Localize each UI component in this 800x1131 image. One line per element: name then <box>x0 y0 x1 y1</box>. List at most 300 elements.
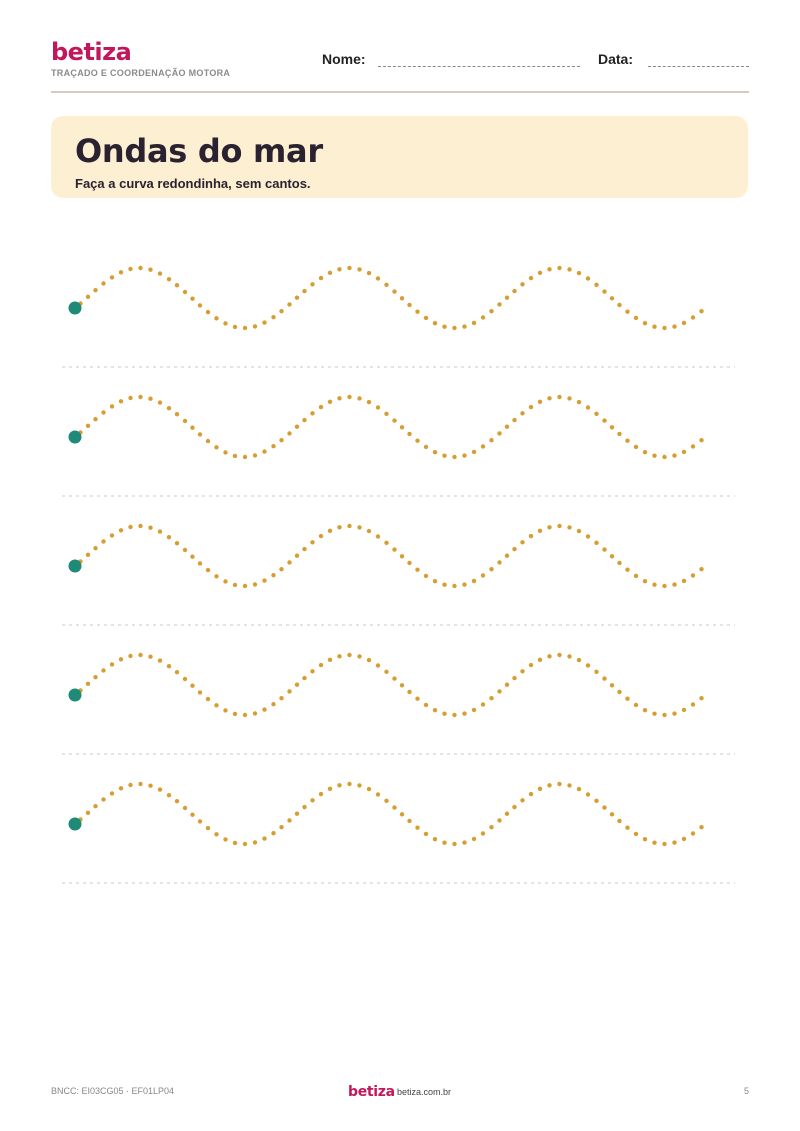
wave-dot <box>243 713 247 717</box>
wave-dot <box>557 524 561 528</box>
wave-dot <box>310 540 314 544</box>
wave-dot <box>319 405 323 409</box>
wave-dot <box>271 315 275 319</box>
wave-dot <box>198 561 202 565</box>
wave-dot <box>489 309 493 313</box>
wave-dot <box>481 702 485 706</box>
wave-dot <box>367 787 371 791</box>
wave-dot <box>253 711 257 715</box>
wave-dot <box>328 658 332 662</box>
wave-dot <box>577 529 581 533</box>
wave-dot <box>617 561 621 565</box>
wave-dot <box>610 554 614 558</box>
wave-dot <box>547 783 551 787</box>
wave-dot <box>481 831 485 835</box>
wave-dot <box>287 560 291 564</box>
wave-dot <box>625 310 629 314</box>
wave-dot <box>110 791 114 795</box>
wave-dot <box>367 529 371 533</box>
wave-dot <box>472 579 476 583</box>
wave-dot <box>101 281 105 285</box>
wave-dot <box>400 425 404 429</box>
wave-dot <box>214 445 218 449</box>
wave-dot <box>376 405 380 409</box>
wave-dot <box>662 455 666 459</box>
wave-dot <box>214 574 218 578</box>
wave-dot <box>520 798 524 802</box>
wave-dot <box>643 837 647 841</box>
wave-dot <box>214 316 218 320</box>
wave-dot <box>198 303 202 307</box>
wave-dot <box>567 654 571 658</box>
wave-dot <box>594 412 598 416</box>
wave-dot <box>452 584 456 588</box>
wave-dot <box>206 568 210 572</box>
wave-dot <box>376 663 380 667</box>
wave-dot <box>424 445 428 449</box>
wave-dot <box>662 713 666 717</box>
wave-dot <box>442 454 446 458</box>
wave-dot <box>86 811 90 815</box>
wave-dot <box>433 579 437 583</box>
wave-dot <box>672 840 676 844</box>
wave-dot <box>672 711 676 715</box>
wave-dot <box>328 529 332 533</box>
wave-dot <box>337 783 341 787</box>
wave-dot <box>602 418 606 422</box>
activity-title: Ondas do mar <box>75 132 323 170</box>
wave-dot <box>295 812 299 816</box>
wave-dot <box>452 326 456 330</box>
wave-dot <box>520 540 524 544</box>
wave-dot <box>538 787 542 791</box>
wave-dot <box>392 547 396 551</box>
wave-dot <box>287 302 291 306</box>
wave-dot <box>167 406 171 410</box>
wave-dot <box>310 669 314 673</box>
wave-dot <box>691 702 695 706</box>
wave-dot <box>682 579 686 583</box>
wave-dot <box>167 535 171 539</box>
wave-dot <box>682 708 686 712</box>
wave-dot <box>567 396 571 400</box>
wave-dot <box>512 676 516 680</box>
wave-dot <box>357 396 361 400</box>
wave-dot <box>384 412 388 416</box>
wave-dot <box>310 798 314 802</box>
wave-dot <box>407 561 411 565</box>
wave-dot <box>110 404 114 408</box>
wave-dot <box>415 568 419 572</box>
wave-dot <box>295 425 299 429</box>
wave-dot <box>538 400 542 404</box>
wave-dot <box>279 825 283 829</box>
wave-path[interactable] <box>78 782 703 846</box>
wave-dot <box>214 703 218 707</box>
wave-dot <box>691 315 695 319</box>
wave-dot <box>175 541 179 545</box>
wave-dot <box>243 842 247 846</box>
wave-dot <box>462 453 466 457</box>
wave-dot <box>148 655 152 659</box>
wave-dot <box>617 819 621 823</box>
wave-dot <box>319 534 323 538</box>
wave-dot <box>643 321 647 325</box>
wave-dot <box>400 296 404 300</box>
wave-dot <box>93 804 97 808</box>
wave-dot <box>652 583 656 587</box>
wave-dot <box>183 419 187 423</box>
wave-dot <box>602 289 606 293</box>
wave-dot <box>520 282 524 286</box>
wave-dot <box>183 806 187 810</box>
wave-dot <box>462 324 466 328</box>
wave-dot <box>643 708 647 712</box>
wave-dot <box>602 547 606 551</box>
wave-dot <box>233 583 237 587</box>
wave-dot <box>319 792 323 796</box>
wave-dot <box>497 560 501 564</box>
wave-dot <box>190 555 194 559</box>
wave-dot <box>262 707 266 711</box>
wave-path[interactable] <box>78 266 703 330</box>
wave-dot <box>505 554 509 558</box>
wave-dot <box>634 574 638 578</box>
wave-dot <box>271 702 275 706</box>
wave-dot <box>119 399 123 403</box>
wave-dot <box>233 454 237 458</box>
wave-dot <box>512 805 516 809</box>
wave-dot <box>691 831 695 835</box>
wave-dot <box>400 812 404 816</box>
wave-dot <box>617 303 621 307</box>
bncc-codes: BNCC: EI03CG05 · EF01LP04 <box>51 1086 175 1096</box>
wave-dot <box>367 658 371 662</box>
wave-dot <box>158 271 162 275</box>
wave-dot <box>497 431 501 435</box>
wave-dot <box>497 689 501 693</box>
wave-dot <box>586 663 590 667</box>
wave-dot <box>384 541 388 545</box>
wave-dot <box>512 547 516 551</box>
wave-dot <box>652 454 656 458</box>
wave-dot <box>652 712 656 716</box>
wave-dot <box>347 782 351 786</box>
wave-dot <box>158 787 162 791</box>
worksheet-category: TRAÇADO E COORDENAÇÃO MOTORA <box>51 68 231 78</box>
wave-dot <box>295 683 299 687</box>
wave-dot <box>206 826 210 830</box>
wave-dot <box>634 832 638 836</box>
wave-dot <box>505 425 509 429</box>
wave-dot <box>652 325 656 329</box>
wave-dot <box>93 675 97 679</box>
wave-dot <box>392 805 396 809</box>
wave-dot <box>594 283 598 287</box>
footer-url[interactable]: betiza.com.br <box>397 1087 452 1097</box>
wave-dot <box>295 554 299 558</box>
wave-dot <box>407 303 411 307</box>
wave-dot <box>271 444 275 448</box>
wave-dot <box>577 400 581 404</box>
wave-dot <box>699 438 703 442</box>
wave-dot <box>101 797 105 801</box>
wave-path[interactable] <box>78 395 703 459</box>
wave-dot <box>183 290 187 294</box>
wave-dot <box>699 696 703 700</box>
wave-dot <box>206 697 210 701</box>
wave-dot <box>223 450 227 454</box>
wave-dot <box>271 831 275 835</box>
wave-dot <box>253 453 257 457</box>
wave-path[interactable] <box>78 653 703 717</box>
wave-dot <box>662 326 666 330</box>
wave-dot <box>505 296 509 300</box>
wave-dot <box>328 787 332 791</box>
wave-dot <box>424 832 428 836</box>
wave-dot <box>472 837 476 841</box>
wave-dot <box>357 525 361 529</box>
wave-dot <box>529 534 533 538</box>
wave-dot <box>481 444 485 448</box>
wave-dot <box>392 289 396 293</box>
wave-dot <box>148 784 152 788</box>
wave-dot <box>119 270 123 274</box>
wave-dot <box>567 783 571 787</box>
wave-dot <box>424 703 428 707</box>
wave-dot <box>319 663 323 667</box>
wave-dot <box>310 411 314 415</box>
wave-dot <box>337 396 341 400</box>
wave-dot <box>538 271 542 275</box>
start-dot-icon <box>69 818 82 831</box>
wave-dot <box>175 670 179 674</box>
page-number: 5 <box>743 1086 749 1096</box>
wave-dot <box>128 396 132 400</box>
wave-dot <box>86 553 90 557</box>
wave-dot <box>547 654 551 658</box>
wave-dot <box>557 782 561 786</box>
wave-dot <box>357 654 361 658</box>
wave-dot <box>279 438 283 442</box>
wave-dot <box>233 841 237 845</box>
wave-dot <box>634 445 638 449</box>
wave-dot <box>198 690 202 694</box>
wave-dot <box>547 525 551 529</box>
wave-dot <box>295 296 299 300</box>
wave-dot <box>547 267 551 271</box>
wave-dot <box>577 787 581 791</box>
wave-dot <box>158 658 162 662</box>
wave-dot <box>86 682 90 686</box>
start-dot-icon <box>69 560 82 573</box>
wave-path[interactable] <box>78 524 703 588</box>
wave-dot <box>672 582 676 586</box>
wave-dot <box>262 449 266 453</box>
wave-dot <box>392 418 396 422</box>
wave-dot <box>206 439 210 443</box>
wave-dot <box>442 583 446 587</box>
wave-dot <box>302 805 306 809</box>
wave-dot <box>253 840 257 844</box>
wave-dot <box>376 534 380 538</box>
wave-dot <box>462 582 466 586</box>
wave-dot <box>520 669 524 673</box>
wave-dot <box>442 712 446 716</box>
wave-dot <box>233 325 237 329</box>
wave-dot <box>253 582 257 586</box>
wave-dot <box>392 676 396 680</box>
wave-dot <box>682 837 686 841</box>
wave-dot <box>101 539 105 543</box>
wave-dot <box>489 825 493 829</box>
wave-dot <box>93 288 97 292</box>
wave-dot <box>357 783 361 787</box>
wave-dot <box>643 450 647 454</box>
wave-dot <box>243 584 247 588</box>
wave-dot <box>481 315 485 319</box>
wave-dot <box>198 819 202 823</box>
wave-dot <box>625 439 629 443</box>
wave-dot <box>699 309 703 313</box>
wave-dot <box>319 276 323 280</box>
wave-dot <box>138 395 142 399</box>
wave-dot <box>101 668 105 672</box>
wave-dot <box>101 410 105 414</box>
wave-dot <box>223 321 227 325</box>
wave-dot <box>512 289 516 293</box>
wave-dot <box>415 439 419 443</box>
wave-dot <box>243 455 247 459</box>
wave-dot <box>547 396 551 400</box>
wave-dot <box>287 689 291 693</box>
wave-dot <box>337 654 341 658</box>
wave-dot <box>148 397 152 401</box>
wave-dot <box>567 525 571 529</box>
wave-dot <box>138 266 142 270</box>
wave-dot <box>223 837 227 841</box>
wave-dot <box>610 812 614 816</box>
wave-dot <box>489 567 493 571</box>
wave-dot <box>93 546 97 550</box>
wave-dot <box>557 395 561 399</box>
wave-dot <box>520 411 524 415</box>
wave-dot <box>376 276 380 280</box>
wave-dot <box>625 697 629 701</box>
wave-dot <box>586 405 590 409</box>
wave-dot <box>557 653 561 657</box>
wave-dot <box>243 326 247 330</box>
wave-dot <box>452 455 456 459</box>
wave-dot <box>415 826 419 830</box>
wave-dot <box>158 529 162 533</box>
wave-dot <box>625 568 629 572</box>
wave-dot <box>223 579 227 583</box>
wave-dot <box>128 654 132 658</box>
wave-dot <box>347 266 351 270</box>
wave-dot <box>586 534 590 538</box>
wave-dot <box>400 683 404 687</box>
wave-dot <box>400 554 404 558</box>
wave-dot <box>279 696 283 700</box>
wave-dot <box>699 825 703 829</box>
wave-dot <box>538 529 542 533</box>
wave-dot <box>262 578 266 582</box>
wave-dot <box>384 283 388 287</box>
wave-dot <box>407 432 411 436</box>
wave-dot <box>214 832 218 836</box>
wave-dot <box>617 690 621 694</box>
wave-dot <box>175 283 179 287</box>
wave-dot <box>617 432 621 436</box>
wave-dot <box>452 842 456 846</box>
page-footer <box>51 1083 749 1103</box>
wave-dot <box>262 320 266 324</box>
wave-dot <box>691 444 695 448</box>
name-label: Nome: <box>322 51 366 67</box>
wave-dot <box>183 677 187 681</box>
wave-dot <box>557 266 561 270</box>
wave-dot <box>148 268 152 272</box>
wave-dot <box>167 664 171 668</box>
wave-dot <box>610 683 614 687</box>
wave-dot <box>538 658 542 662</box>
wave-dot <box>328 400 332 404</box>
wave-dot <box>424 574 428 578</box>
wave-dot <box>505 812 509 816</box>
wave-dot <box>672 324 676 328</box>
wave-dot <box>610 296 614 300</box>
wave-dot <box>190 684 194 688</box>
wave-dot <box>489 438 493 442</box>
wave-dot <box>337 525 341 529</box>
wave-dot <box>407 819 411 823</box>
wave-dot <box>119 528 123 532</box>
wave-dot <box>594 541 598 545</box>
wave-dot <box>86 295 90 299</box>
wave-dot <box>384 799 388 803</box>
wave-dot <box>481 573 485 577</box>
activity-instruction: Faça a curva redondinha, sem cantos. <box>75 176 311 191</box>
wave-dot <box>190 426 194 430</box>
wave-dot <box>489 696 493 700</box>
wave-dot <box>472 450 476 454</box>
wave-dot <box>175 799 179 803</box>
wave-dot <box>634 703 638 707</box>
wave-dot <box>472 321 476 325</box>
wave-dot <box>652 841 656 845</box>
wave-dot <box>529 405 533 409</box>
wave-dot <box>119 657 123 661</box>
wave-dot <box>634 316 638 320</box>
wave-dot <box>119 786 123 790</box>
wave-dot <box>138 782 142 786</box>
wave-dot <box>433 450 437 454</box>
wave-dot <box>602 805 606 809</box>
date-label: Data: <box>598 51 634 67</box>
wave-dot <box>128 525 132 529</box>
wave-dot <box>415 697 419 701</box>
wave-dot <box>86 424 90 428</box>
wave-dot <box>643 579 647 583</box>
wave-dot <box>691 573 695 577</box>
wave-dot <box>497 818 501 822</box>
wave-dot <box>271 573 275 577</box>
wave-dot <box>310 282 314 286</box>
wave-dot <box>662 842 666 846</box>
wave-dot <box>302 676 306 680</box>
wave-dot <box>442 325 446 329</box>
